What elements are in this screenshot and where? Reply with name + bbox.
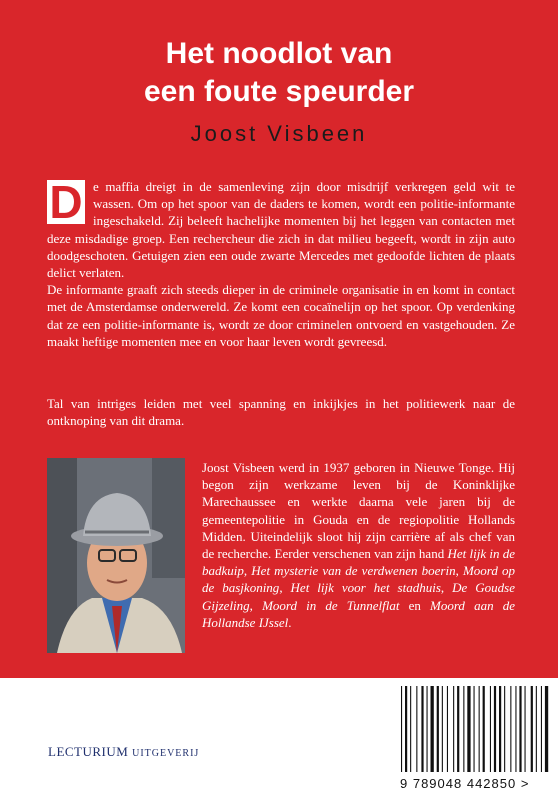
barcode-bar <box>401 686 402 772</box>
barcode-bar <box>483 686 485 772</box>
drop-cap: D <box>47 180 85 224</box>
barcode-bar <box>531 686 533 772</box>
publisher-suffix: UITGEVERIJ <box>132 748 200 759</box>
barcode-bar <box>463 686 464 772</box>
bio-book-7: Moord aan de Hollandse IJssel <box>202 597 515 630</box>
barcode-bar <box>421 686 423 772</box>
publisher-name: LECTURIUM <box>48 744 129 759</box>
isbn-number: 9 789048 442850 > <box>400 776 530 791</box>
barcode-bar <box>442 686 443 772</box>
bio-separator: , <box>249 597 263 613</box>
barcode-bar <box>447 686 448 772</box>
bio-book-6: Moord in de Tunnelflat <box>262 597 400 613</box>
author-photo <box>47 458 185 653</box>
bio-book-5: De Goudse Gijzeling <box>202 580 515 613</box>
barcode-bar <box>467 686 470 772</box>
barcode-bar <box>457 686 459 772</box>
bio-end: . <box>288 614 292 630</box>
barcode-bar <box>545 686 548 772</box>
barcode-bar <box>416 686 417 772</box>
barcode-bar <box>515 686 516 772</box>
bio-book-1: Het lijk in de badkuip <box>202 546 515 579</box>
barcode-bar <box>525 686 526 772</box>
bio-separator: , <box>279 580 291 596</box>
barcode-bar <box>405 686 407 772</box>
book-title-line1: Het noodlot van <box>165 37 393 70</box>
bio-separator: , <box>440 580 453 596</box>
bio-book-4: Het lijk voor het stadhuis <box>290 580 441 596</box>
barcode-bar <box>499 686 501 772</box>
blurb-text <box>47 178 515 350</box>
book-title-line2: een foute speurder <box>143 75 415 108</box>
barcode <box>395 684 555 774</box>
bio-separator: , <box>455 563 463 579</box>
author-name: Joost Visbeen <box>190 121 368 146</box>
barcode-bar <box>437 686 439 772</box>
barcode-bar <box>504 686 505 772</box>
barcode-bar <box>453 686 454 772</box>
bio-separator: , <box>243 563 252 579</box>
blurb-paragraph-2: De informante graaft zich steeds dieper in de criminele organisatie in en komt in contact met de Amsterdamse onderwereld. Ze komt een cocaïnelijn op het spoor. Op verdenking dat ze een politie-informante is, wordt ze door criminelen ontvoerd en vastgehouden. Ze maakt heftige momenten mee en voor haar leven wordt gevreesd. <box>47 282 515 349</box>
barcode-bar <box>510 686 511 772</box>
barcode-bar <box>474 686 475 772</box>
author-bio <box>202 459 515 631</box>
blurb-paragraph-1: e maffia dreigt in de samenleving zijn door misdrijf verkregen geld wit te wassen. Om op het spoor van de daders te komen, wordt een politie-informante ingeschakeld. Zij beleeft hachelijke momenten bij het leggen van contacten met deze misdadige groep. Een rechercheur die zich in dat milieu begeeft, wordt in zijn auto doodgeschoten. Getuigen zien een oude zwarte Mercedes met gedoofde lichten de plaats delict verlaten. <box>47 179 515 281</box>
barcode-bars <box>395 684 555 774</box>
barcode-bar <box>494 686 496 772</box>
barcode-bar <box>536 686 537 772</box>
bio-separator: en <box>399 597 431 613</box>
barcode-bar <box>479 686 480 772</box>
barcode-bar <box>490 686 491 772</box>
bio-book-2: Het mysterie van de verdwenen boerin <box>251 563 456 579</box>
barcode-bar <box>431 686 434 772</box>
barcode-bar <box>427 686 428 772</box>
bio-book-3: Moord op de basjkoning <box>202 563 516 596</box>
bio-text: Joost Visbeen werd in 1937 geboren in Nieuwe Tonge. Hij begon zijn werkzame leven bij de Koninklijke Marechaussee en werkte daarna vele jaren bij de gemeentepolitie in Gouda en de regiopolitie Hollands Midden. Uiteindelijk sloot hij zijn carrière af als chef van de recherche. Eerder verschenen van zijn hand <box>202 460 515 562</box>
barcode-bar <box>410 686 411 772</box>
barcode-bar <box>541 686 542 772</box>
barcode-bar <box>519 686 521 772</box>
publisher-logo <box>48 744 199 760</box>
author-portrait-illustration <box>47 458 185 653</box>
blurb-paragraph-3: Tal van intriges leiden met veel spanning en inkijkjes in het politiewerk naar de ontknoping van dit drama. <box>47 396 515 429</box>
